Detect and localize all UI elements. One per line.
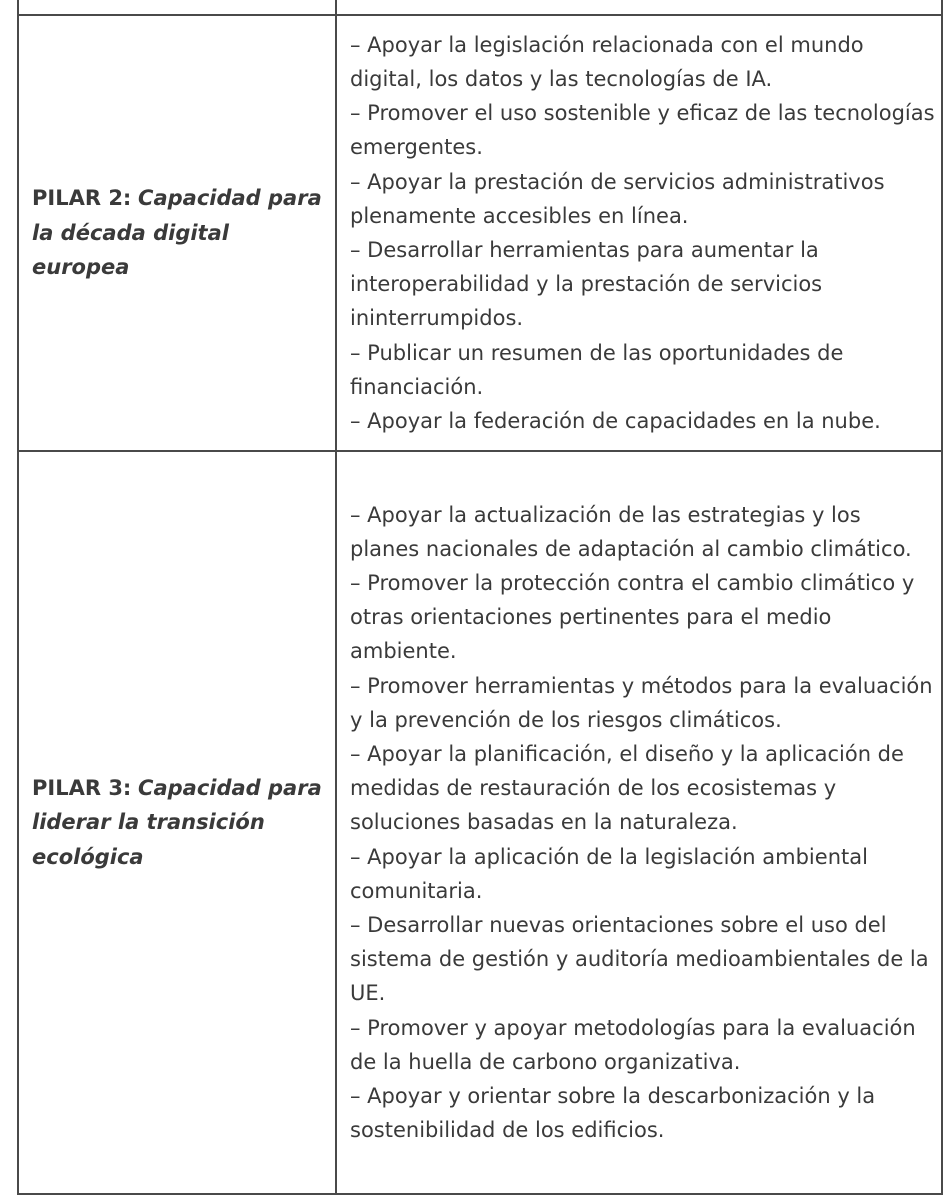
list-item: – Apoyar la prestación de servicios administrativos plenamente accesibles en línea. — [350, 169, 885, 228]
list-item: – Desarrollar nuevas orientaciones sobre el uso del sistema de gestión y auditoría medioambientales de la UE. — [350, 913, 929, 1006]
list-item: – Publicar un resumen de las oportunidades de financiación. — [350, 340, 844, 399]
actions-cell — [336, 15, 942, 451]
pillar-name: Capacidad para la década digital europea — [32, 186, 322, 280]
pillar-title — [19, 771, 335, 875]
list-item: – Apoyar la planificación, el diseño y la aplicación de medidas de restauración de los ecosistemas y soluciones basadas en la naturaleza. — [350, 741, 904, 835]
list-item: – Promover y apoyar metodologías para la evaluación de la huella de carbono organizativa. — [350, 1015, 916, 1074]
actions-cell — [336, 451, 942, 1194]
list-item: – Apoyar la aplicación de la legislación ambiental comunitaria. — [350, 844, 868, 903]
pillar-name: Capacidad para liderar la transición ecológica — [32, 775, 322, 869]
pillar-label: PILAR 3: — [32, 775, 132, 800]
pillar-cell — [18, 15, 336, 451]
list-item: – Apoyar la federación de capacidades en la nube. — [350, 409, 881, 434]
list-item: – Apoyar y orientar sobre la descarbonización y la sostenibilidad de los edificios. — [350, 1084, 876, 1143]
list-item: – Apoyar la actualización de las estrategias y los planes nacionales de adaptación al cambio climático. — [350, 502, 912, 561]
list-item: – Promover el uso sostenible y eficaz de las tecnologías emergentes. — [350, 101, 935, 160]
list-item: – Promover herramientas y métodos para la evaluación y la prevención de los riesgos climáticos. — [350, 673, 933, 732]
pillar-cell — [18, 451, 336, 1194]
previous-pillar-cell — [18, 0, 336, 15]
table-row-pilar-2 — [18, 15, 942, 451]
table-row-pilar-3 — [18, 451, 942, 1194]
pillar-label: PILAR 2: — [32, 186, 132, 211]
table-row-previous — [18, 0, 942, 15]
list-item: – Desarrollar herramientas para aumentar la interoperabilidad y la prestación de servicios ininterrumpidos. — [350, 238, 823, 331]
list-item: – Apoyar la legislación relacionada con el mundo digital, los datos y las tecnologías de IA. — [350, 32, 864, 91]
list-item: – Promover la protección contra el cambio climático y otras orientaciones pertinentes para el medio ambiente. — [350, 570, 915, 664]
previous-actions-cell — [336, 0, 942, 15]
action-list — [337, 28, 941, 438]
pillar-title — [19, 181, 335, 285]
pillars-table — [17, 0, 943, 1195]
action-list — [337, 498, 941, 1148]
